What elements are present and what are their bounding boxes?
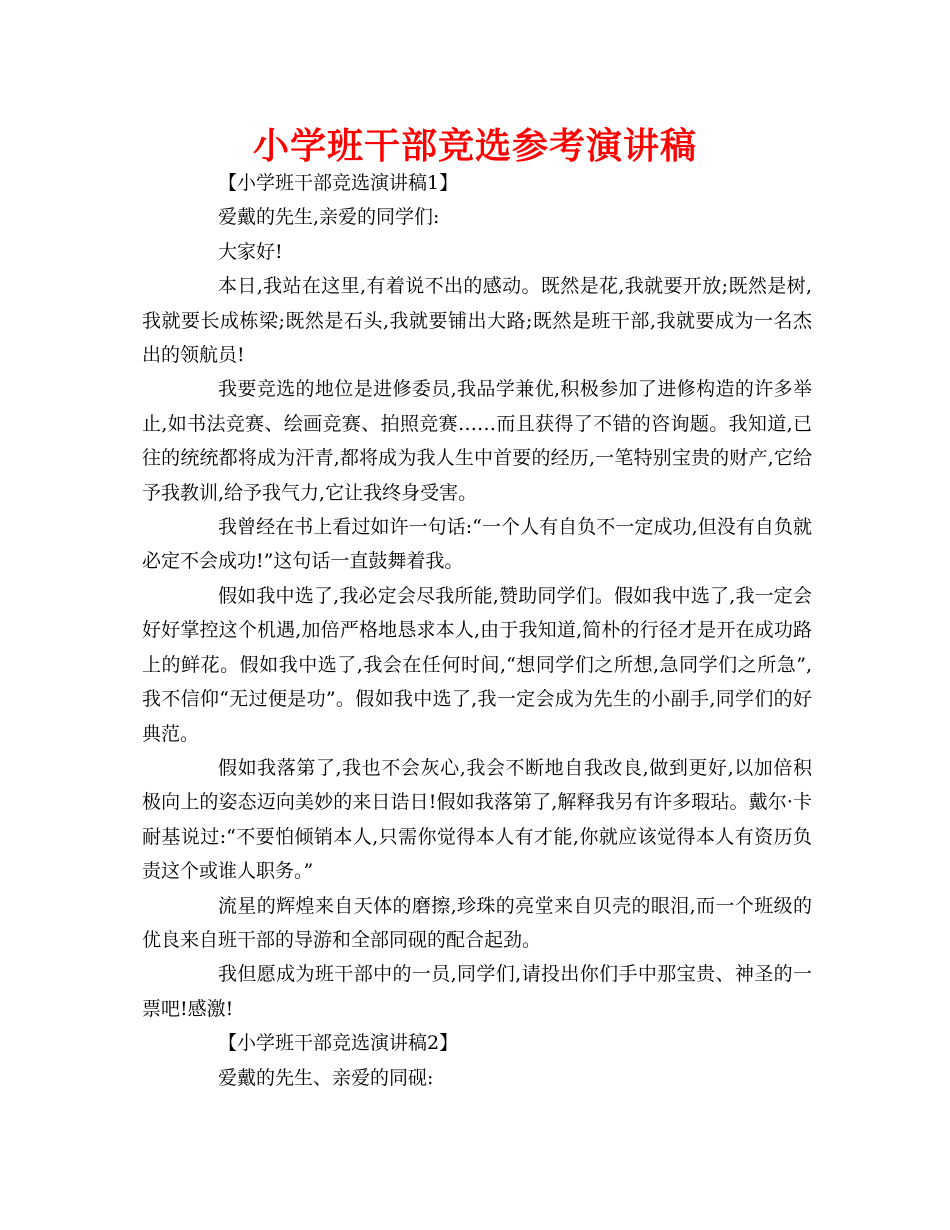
section-heading: 【小学班干部竞选演讲稿1】 xyxy=(218,172,459,194)
greeting: 大家好! xyxy=(218,240,283,263)
document-body xyxy=(142,166,812,1095)
paragraph: 我要竞选的地位是进修委员,我品学兼优,积极参加了进修构造的许多举止,如书法竞赛、绘画竞赛、拍照竞赛……而且获得了不错的咨询题。我知道,已往的统统都将成为汗青,都将成为我人生中首要的经历,一笔特别宝贵的财产,它给予我教训,给予我气力,它让我终身受害。 xyxy=(142,378,812,504)
paragraph: 假如我落第了,我也不会灰心,我会不断地自我改良,做到更好,以加倍积极向上的姿态迈向美妙的来日诰日!假如我落第了,解释我另有许多瑕玷。戴尔·卡耐基说过:“不要怕倾销本人,只需你觉得本人有才能,你就应该觉得本人有资历负责这个或谁人职务。” xyxy=(142,756,812,883)
paragraph: 我但愿成为班干部中的一员,同学们,请投出你们手中那宝贵、神圣的一票吧!感激! xyxy=(142,963,812,1020)
paragraph: 假如我中选了,我必定会尽我所能,赞助同学们。假如我中选了,我一定会好好掌控这个机遇,加倍严格地恳求本人,由于我知道,简朴的行径才是开在成功路上的鲜花。假如我中选了,我会在任何时间,“想同学们之所想,急同学们之所急”,我不信仰“无过便是功”。假如我中选了,我一定会成为先生的小副手,同学们的好典范。 xyxy=(142,584,812,745)
salutation: 爱戴的先生、亲爱的同砚: xyxy=(218,1066,434,1089)
section-heading: 【小学班干部竞选演讲稿2】 xyxy=(218,1032,459,1055)
document-title: 小学班干部竞选参考演讲稿 xyxy=(252,126,697,167)
paragraph: 我曾经在书上看过如许一句话:“一个人有自负不一定成功,但没有自负就必定不会成功!”这句话一直鼓舞着我。 xyxy=(142,516,812,573)
paragraph: 本日,我站在这里,有着说不出的感动。既然是花,我就要开放;既然是树,我就要长成栋梁;既然是石头,我就要铺出大路;既然是班干部,我就要成为一名杰出的领航员! xyxy=(142,275,812,367)
paragraph: 流星的辉煌来自天体的磨擦,珍珠的亮堂来自贝壳的眼泪,而一个班级的优良来自班干部的导游和全部同砚的配合起劲。 xyxy=(142,894,812,951)
salutation: 爱戴的先生,亲爱的同学们: xyxy=(218,206,440,229)
